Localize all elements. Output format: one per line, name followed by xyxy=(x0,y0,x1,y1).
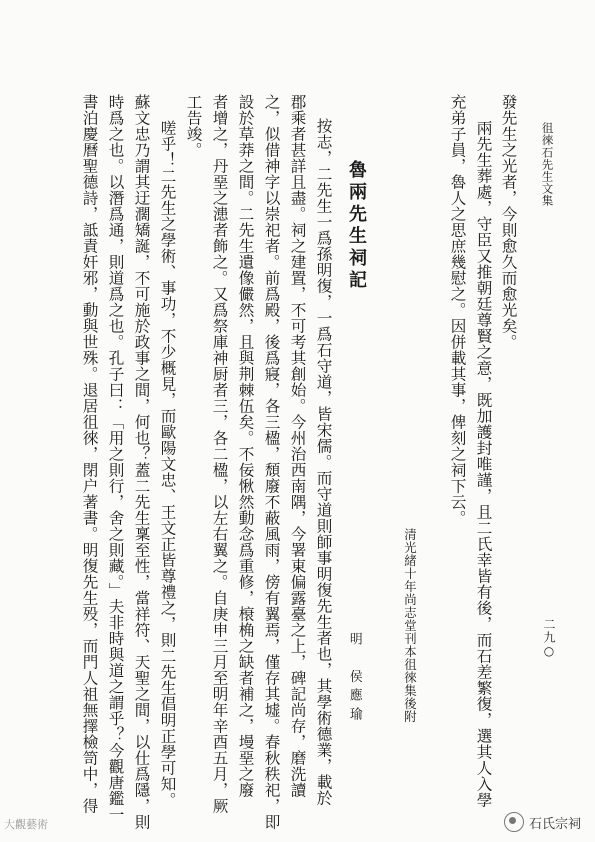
article-column-8: 蘇文忠乃謂其迂濶矯誕，不可施於政事之間，何也？蓋二先生稟至性，當祥符、天聖之間，以仕爲隱，則 xyxy=(132,94,151,830)
article-column-2: 郡乘者甚詳且盡。祠之建置，不可考其創始。今州治西南隅，今署東偏露臺之上，碑記尚存，磨洗讀 xyxy=(288,94,307,798)
article-column-1: 按志，二先生一爲孫明復，一爲石守道，皆宋儒。而守道則師事明復先生者也，其學術德業，載於 xyxy=(314,118,333,806)
article-column-3: 之，似借神字以崇祀者。前爲殿，後爲寢，各三楹，頹廢不蔽風雨，傍有翼焉，僅存其墟。春秋秩祀，即 xyxy=(262,94,281,830)
article-column-10: 書泊慶曆聖德詩，詆責奸邪，動與世殊。退居徂徠，閉户著書。明復先生殁，而門人祖無擇檢笥中，得 xyxy=(80,94,99,814)
article-column-5: 者增之，丹堊之漶者飾之。又爲祭庫神厨者三，各二楹，以左右翼之。自庚申三月至明年辛酉五月，厥 xyxy=(210,94,229,814)
preface-column-2: 兩先生葬處，守臣又推朝廷尊賢之意，既加護封唯謹，且二氏幸皆有後，而石差繁復，選其人入學 xyxy=(474,120,493,808)
running-header-title: 徂徠石先生文集 xyxy=(540,122,555,207)
article-title: 魯兩先生祠記 xyxy=(346,160,367,292)
watermark-left-label: 大觀藝術 xyxy=(4,818,48,831)
watermark-right-label: 石氏宗祠 xyxy=(528,816,581,832)
preface-column-3: 充弟子員，魯人之思庶幾慰之。因併載其事，俾刻之祠下云。 xyxy=(448,94,467,526)
page-number: 二九○ xyxy=(542,618,556,659)
article-column-9: 時爲之也。以潛爲通，則道爲之也。孔子曰：「用之則行，舍之則藏。」夫非時與道之謂乎？今觀唐鑑一 xyxy=(106,94,125,823)
preface-column-1: 發先生之光者，今則愈久而愈光矣。 xyxy=(499,94,518,350)
watermark-right xyxy=(504,812,581,832)
article-author: 明 侯應瑜 xyxy=(346,632,362,726)
source-note: 清光緒十年尚志堂刊本徂徠集後附 xyxy=(402,528,418,723)
article-column-4: 設於草莽之間。二先生遺像儼然，且與荆棘伍矣。不佞愀然動念爲重修，榱桷之缺者補之，墁堊之廢 xyxy=(236,94,255,798)
article-column-7: 嗟乎！二先生之學術、事功，不少概見，而歐陽文忠、王文正皆尊禮之，則二先生倡明正學可知。 xyxy=(158,120,177,808)
watermark-left xyxy=(4,816,48,832)
article-column-6: 工告竣。 xyxy=(184,94,203,158)
wechat-logo-icon xyxy=(504,812,524,832)
